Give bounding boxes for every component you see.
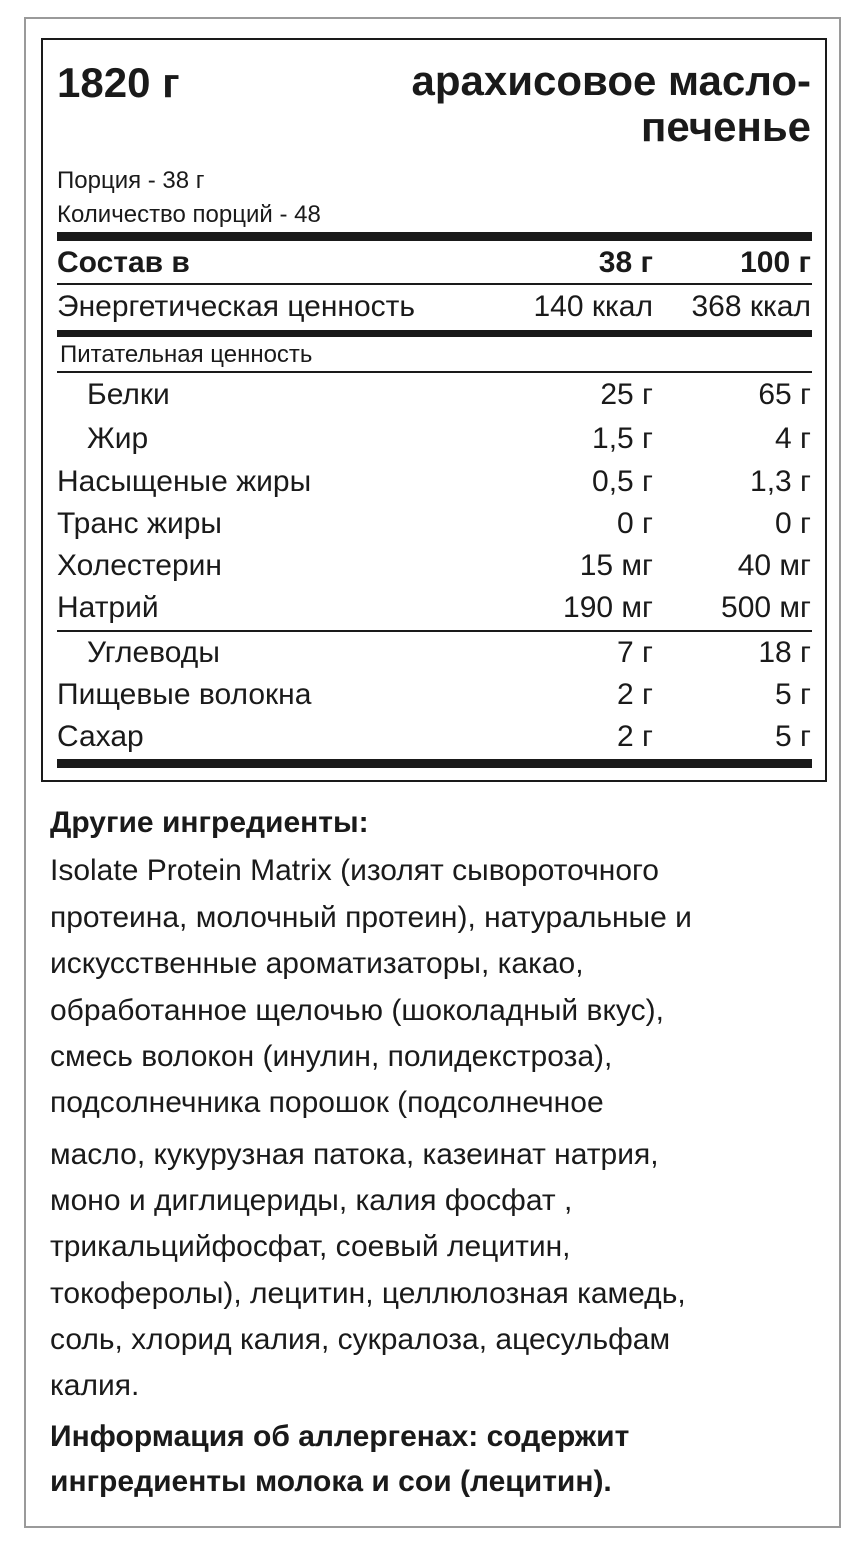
energy-col2: 368 ккал (691, 290, 811, 323)
ingredients-line: моно и диглицериды, калия фосфат , (50, 1184, 573, 1217)
nutrient-label: Углеводы (87, 636, 220, 669)
ingredients-line: подсолнечника порошок (подсолнечное (50, 1086, 604, 1119)
ingredients-line: соль, хлорид калия, сукралоза, ацесульфам (50, 1323, 671, 1356)
nutrient-col1: 25 г (600, 378, 653, 411)
ingredients-line: протеина, молочный протеин), натуральные и (50, 901, 692, 934)
nutrient-col2: 65 г (758, 378, 811, 411)
thin-divider (57, 371, 812, 373)
nutrient-col1: 0,5 г (592, 465, 653, 498)
nutrient-col2: 0 г (775, 507, 811, 540)
nutrient-col2: 18 г (758, 636, 811, 669)
ingredients-line: обработанное щелочью (шоколадный вкус), (50, 994, 664, 1027)
table-head-col1: 38 г (598, 246, 653, 279)
ingredients-line: трикальцийфосфат, соевый лецитин, (50, 1230, 571, 1263)
table-head-col2: 100 г (740, 246, 811, 279)
nutrient-label: Белки (87, 378, 170, 411)
thin-divider (57, 630, 812, 632)
ingredients-line: масло, кукурузная патока, казеинат натрия, (50, 1138, 659, 1171)
ingredients-line: калия. (50, 1369, 140, 1402)
nutrient-col1: 2 г (617, 678, 653, 711)
energy-label: Энергетическая ценность (57, 290, 416, 323)
thick-divider (57, 759, 812, 768)
ingredients-line: смесь волокон (инулин, полидекстроза), (50, 1040, 613, 1073)
nutrient-col2: 500 мг (721, 591, 811, 624)
nutrient-col1: 190 мг (563, 591, 653, 624)
nutrient-label: Холестерин (57, 549, 222, 582)
flavor-line-2: печенье (641, 103, 811, 150)
ingredients-line: токоферолы), лецитин, целлюлозная камедь, (50, 1277, 686, 1310)
net-weight: 1820 г (57, 59, 180, 106)
table-head-label: Состав в (57, 246, 190, 279)
nutrient-col1: 2 г (617, 720, 653, 753)
nutrient-col2: 1,3 г (750, 465, 811, 498)
nutrient-col1: 1,5 г (592, 422, 653, 455)
nutrient-label: Натрий (57, 591, 159, 624)
ingredients-title: Другие ингредиенты: (50, 806, 369, 839)
nutrient-col2: 40 мг (737, 549, 811, 582)
nutrient-label: Транс жиры (57, 507, 222, 540)
allergen-info-line-2: ингредиенты молока и сои (лецитин). (50, 1465, 612, 1498)
ingredients-line: Isolate Protein Matrix (изолят сывороточного (50, 854, 659, 887)
section-title: Питательная ценность (60, 341, 313, 368)
nutrient-label: Сахар (57, 720, 144, 753)
nutrient-col2: 4 г (775, 422, 811, 455)
nutrient-col1: 7 г (617, 636, 653, 669)
nutrient-col1: 0 г (617, 507, 653, 540)
serving-size: Порция - 38 г (57, 167, 205, 194)
thick-divider (57, 232, 812, 241)
flavor-line-1: арахисовое масло- (411, 57, 811, 104)
ingredients-line: искусственные ароматизаторы, какао, (50, 947, 584, 980)
nutrient-col1: 15 мг (579, 549, 653, 582)
nutrient-label: Жир (87, 422, 149, 455)
thin-divider (57, 283, 812, 285)
nutrient-col2: 5 г (775, 720, 811, 753)
flavor-name (341, 58, 811, 150)
medium-divider (57, 330, 812, 337)
energy-col1: 140 ккал (533, 290, 653, 323)
servings-count: Количество порций - 48 (57, 201, 321, 228)
nutrient-label: Пищевые волокна (57, 678, 312, 711)
allergen-info-line-1: Информация об аллергенах: содержит (50, 1420, 630, 1453)
nutrient-col2: 5 г (775, 678, 811, 711)
nutrient-label: Насыщеные жиры (57, 465, 312, 498)
